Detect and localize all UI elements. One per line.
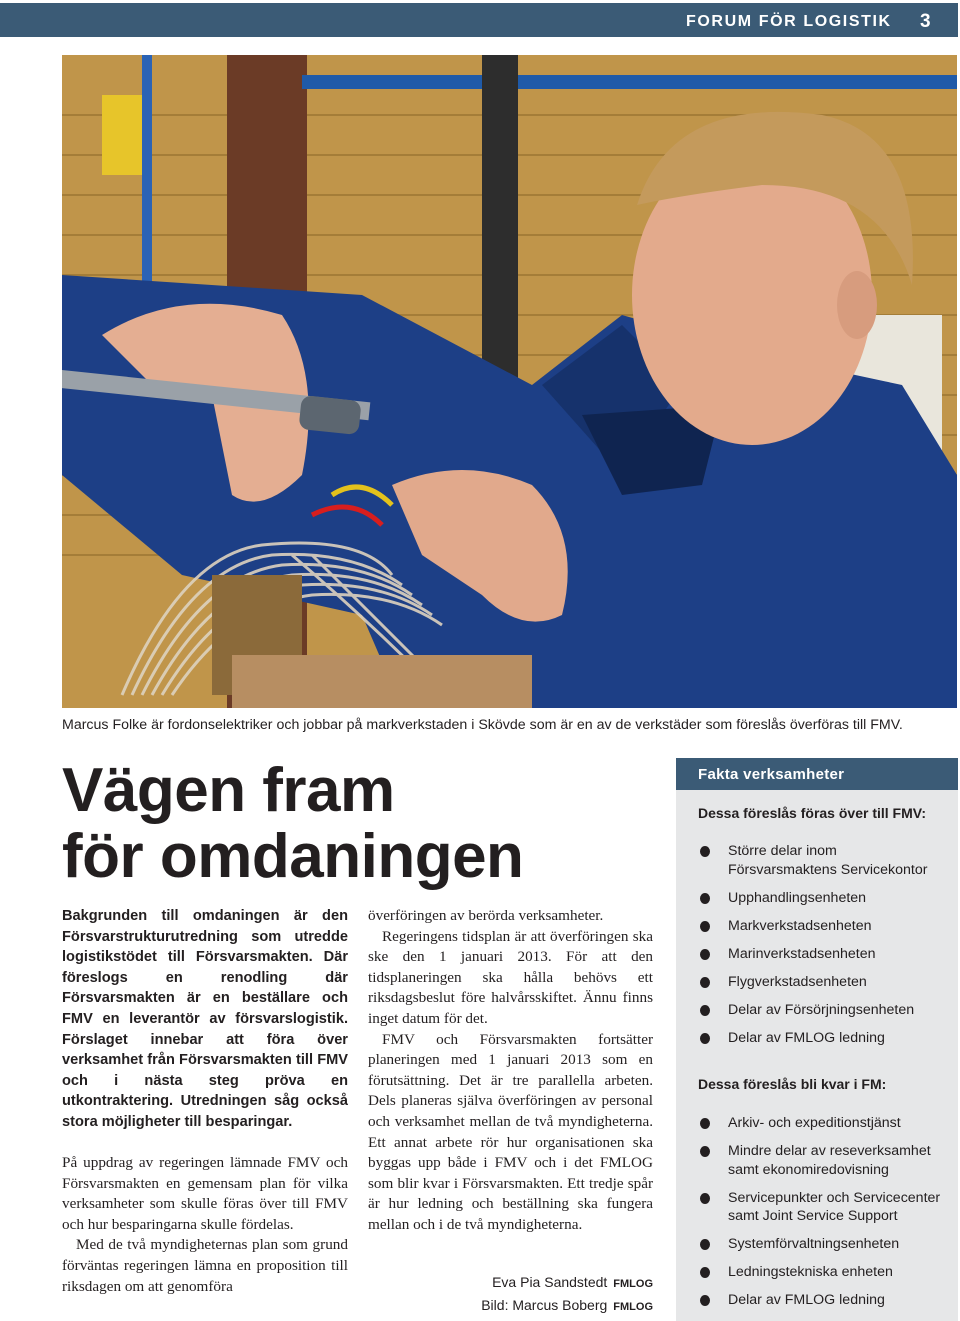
bullet-icon xyxy=(700,1239,710,1250)
facts-group2-title: Dessa föreslås bli kvar i FM: xyxy=(698,1076,887,1092)
bullet-icon xyxy=(700,1193,710,1204)
page-header xyxy=(0,3,958,37)
byline-author: Eva Pia Sandstedt xyxy=(492,1274,608,1290)
list-item: Upphandlingsenheten xyxy=(698,889,948,908)
publication-title: FORUM FÖR LOGISTIK xyxy=(686,13,892,30)
bullet-icon xyxy=(700,846,710,857)
byline-photographer: Bild: Marcus Boberg xyxy=(481,1297,608,1313)
photo-caption: Marcus Folke är fordonselektriker och jobbar på markverkstaden i Skövde som är en av de verkstäder som föreslås överföras till FMV. xyxy=(62,717,903,733)
body-paragraph: Regeringens tidsplan är att överföringen ska ske den 1 januari 2013. För att den tidsplaneringen ska hålla behövs ett riksdagsbeslut före halvårsskiftet. Ännu finns inget datum för det. xyxy=(368,927,653,1027)
bullet-icon xyxy=(700,1146,710,1157)
article-headline xyxy=(62,758,622,890)
list-item: Mindre delar av reseverksamhet samt ekonomiredovisning xyxy=(698,1142,948,1179)
bullet-icon xyxy=(700,949,710,960)
body-column-1 xyxy=(62,1153,348,1297)
byline-org: FMLOG xyxy=(613,1301,653,1313)
article-ingress: Bakgrunden till omdaningen är den Försvarstrukturutredning som utredde logistikstödet till Försvarsmakten. Där föreslogs en renodling där Försvarsmakten är en beställare och FMV en leverantör av försvarslogistik. Förslaget innebar att föra över verksamhet från Försvarsmakten till FMV och i nästa steg pröva en utkontraktering. Utredningen såg också stora möjligheter till besparingar. xyxy=(62,908,348,1130)
article-byline xyxy=(368,1272,653,1318)
byline-org: FMLOG xyxy=(613,1278,653,1290)
list-item: Systemförvaltningsenheten xyxy=(698,1235,948,1254)
list-item: Delar av FMLOG ledning xyxy=(698,1291,948,1310)
byline-photo-line xyxy=(368,1295,653,1318)
facts-group1-title: Dessa föreslås föras över till FMV: xyxy=(698,805,926,821)
body-paragraph: överföringen av berörda verksamheter. xyxy=(368,907,604,924)
list-item: Marinverkstadsenheten xyxy=(698,945,948,964)
list-item: Servicepunkter och Servicecenter samt Joint Service Support xyxy=(698,1189,948,1226)
body-column-2 xyxy=(368,906,653,1236)
facts-box xyxy=(676,758,958,1321)
list-item: Delar av Försörjningsenheten xyxy=(698,1001,948,1020)
bullet-icon xyxy=(700,1295,710,1306)
byline-author-line xyxy=(368,1272,653,1295)
body-paragraph: På uppdrag av regeringen lämnade FMV och Försvarsmakten en gemensam plan för vilka verksamheter som skulle föras över till FMV och hur besparingarna skulle fördelas. xyxy=(62,1154,348,1233)
body-paragraph: Med de två myndigheternas plan som grund förväntas regeringen lämna en proposition till riksdagen om att genomföra xyxy=(62,1236,348,1295)
facts-group1-list xyxy=(698,842,948,1056)
list-item: Flygverkstadsenheten xyxy=(698,973,948,992)
body-paragraph: FMV och Försvarsmakten fortsätter planeringen med 1 januari 2013 som en förutsättning. Det är tre parallella arbeten. Dels planeras själva överföringen av personal och verksamhet mellan de två myndigheterna. Ett annat arbete rör hur organisationen ska byggas upp både i FMV och i det FMLOG som blir kvar i Försvarsmakten. Ett tredje spår är hur ledning och beställning ska fungera mellan och i de två myndigheterna. xyxy=(368,1030,653,1233)
bullet-icon xyxy=(700,1033,710,1044)
list-item: Ledningstekniska enheten xyxy=(698,1263,948,1282)
headline-line-1: Vägen fram xyxy=(62,756,395,825)
facts-title: Fakta verksamheter xyxy=(676,758,958,790)
headline-line-2: för omdaningen xyxy=(62,822,524,891)
list-item: Delar av FMLOG ledning xyxy=(698,1029,948,1048)
list-item: Arkiv- och expeditionstjänst xyxy=(698,1114,948,1133)
bullet-icon xyxy=(700,1005,710,1016)
facts-group2-list xyxy=(698,1114,948,1319)
bullet-icon xyxy=(700,1118,710,1129)
list-item: Markverkstadsenheten xyxy=(698,917,948,936)
list-item: Större delar inom Försvarsmaktens Servicekontor xyxy=(698,842,948,879)
workshop-photo-illustration xyxy=(62,55,957,708)
page-number: 3 xyxy=(920,11,931,32)
bullet-icon xyxy=(700,921,710,932)
bullet-icon xyxy=(700,1267,710,1278)
article-photo xyxy=(62,55,957,708)
bullet-icon xyxy=(700,977,710,988)
bullet-icon xyxy=(700,893,710,904)
